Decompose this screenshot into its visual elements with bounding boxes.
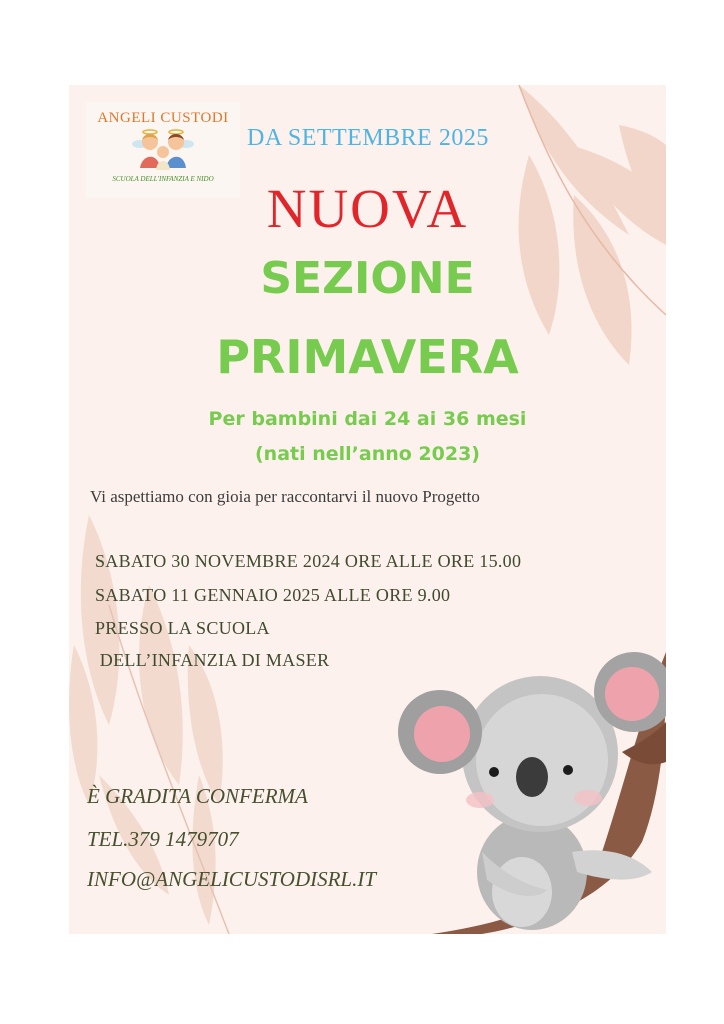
event-line-4: DELL’INFANZIA DI MASER bbox=[95, 650, 330, 670]
event-line-2: SABATO 11 GENNAIO 2025 ALLE ORE 9.00 bbox=[95, 585, 451, 605]
birth-year: (nati nell’anno 2023) bbox=[254, 443, 480, 465]
angels-logo-icon bbox=[126, 128, 200, 174]
confirmation-note: È GRADITA CONFERMA bbox=[87, 784, 308, 808]
koala-illustration-icon bbox=[372, 622, 666, 934]
phone-number[interactable]: TEL.379 1479707 bbox=[87, 827, 239, 851]
headline-new: NUOVA bbox=[266, 178, 469, 239]
headline-spring: PRIMAVERA bbox=[216, 330, 519, 384]
event-line-1: SABATO 30 NOVEMBRE 2024 ORE ALLE ORE 15.00 bbox=[95, 551, 522, 571]
flyer bbox=[69, 85, 666, 934]
logo-subtitle: SCUOLA DELL'INFANZIA E NIDO bbox=[112, 175, 214, 183]
event-line-3: PRESSO LA SCUOLA bbox=[95, 618, 270, 638]
headline-section: SEZIONE bbox=[260, 253, 475, 304]
invitation-text: Vi aspettiamo con gioia per raccontarvi il nuovo Progetto bbox=[90, 487, 480, 506]
start-date: DA SETTEMBRE 2025 bbox=[247, 125, 489, 151]
age-range: Per bambini dai 24 ai 36 mesi bbox=[208, 408, 527, 430]
logo-title: ANGELI CUSTODI bbox=[97, 110, 229, 126]
email-address[interactable]: INFO@ANGELICUSTODISRL.IT bbox=[87, 867, 377, 891]
